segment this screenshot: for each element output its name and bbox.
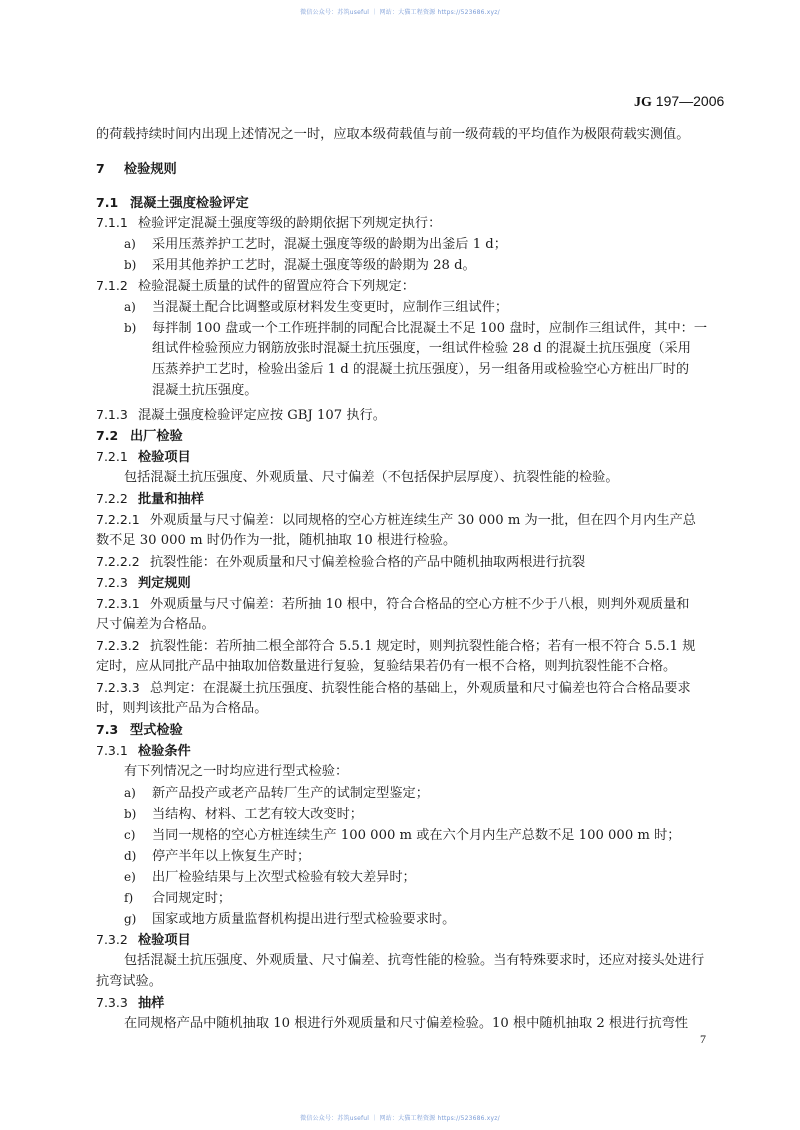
page-number: 7	[700, 1032, 706, 1046]
clause-7-2-3-3	[96, 679, 691, 698]
list-text: 合同规定时；	[152, 891, 232, 906]
clause-7-1-3	[96, 406, 386, 425]
clause-title: 判定规则	[138, 576, 191, 591]
list-tag: b)	[124, 258, 137, 272]
clause-number: 7.1.3	[96, 407, 128, 422]
clause-text: 抗裂性能：在外观质量和尺寸偏差检验合格的产品中随机抽取两根进行抗裂	[150, 555, 586, 570]
section-number: 7.3	[96, 722, 119, 737]
list-item	[124, 847, 310, 866]
clause-number: 7.2.3	[96, 575, 128, 590]
clause-number: 7.2.2.1	[96, 512, 140, 527]
clause-7-3-1	[96, 742, 191, 761]
list-text: 停产半年以上恢复生产时；	[152, 849, 311, 864]
list-item	[124, 805, 363, 824]
clause-number: 7.2.1	[96, 449, 128, 464]
section-number: 7	[96, 161, 105, 176]
list-tag: a)	[124, 237, 136, 251]
list-item	[124, 319, 707, 338]
list-item	[124, 298, 508, 317]
list-tag: b)	[124, 807, 137, 821]
clause-title: 检验项目	[138, 933, 191, 948]
list-text: 采用其他养护工艺时，混凝土强度等级的龄期为 28 d。	[152, 258, 476, 273]
list-text: 每拌制 100 盘或一个工作班拌制的同配合比混凝土不足 100 盘时，应制作三组试件，其中：一	[152, 321, 708, 336]
list-item	[124, 235, 507, 254]
clause-number: 7.3.1	[96, 743, 128, 758]
clause-text: 外观质量与尺寸偏差：以同规格的空心方桩连续生产 30 000 m 为一批，但在四个月内生产总	[150, 513, 696, 528]
clause-7-3-2	[96, 931, 191, 950]
clause-7-2-3-2	[96, 637, 695, 656]
list-tag: e)	[124, 870, 136, 884]
clause-7-2-3-1	[96, 595, 689, 614]
list-item	[124, 910, 455, 929]
clause-text: 检验评定混凝土强度等级的龄期依据下列规定执行：	[138, 216, 442, 231]
clause-title: 检验条件	[138, 744, 191, 759]
list-tag: a)	[124, 300, 136, 314]
standard-prefix: JG	[634, 95, 652, 110]
clause-text: 检验混凝土质量的试件的留置应符合下列规定：	[138, 279, 415, 294]
list-text: 当结构、材料、工艺有较大改变时；	[152, 807, 363, 822]
clause-7-2-2-2	[96, 553, 585, 572]
clause-body: 包括混凝土抗压强度、外观质量、尺寸偏差、抗弯性能的检验。当有特殊要求时，还应对接头处进行	[124, 953, 705, 968]
list-text: 采用压蒸养护工艺时，混凝土强度等级的龄期为出釜后 1 d；	[152, 237, 507, 252]
list-item-continuation: 组试件检验预应力钢筋放张时混凝土抗压强度，一组试件检验 28 d 的混凝土抗压强度（采用	[152, 341, 691, 356]
clause-continuation: 时，则判该批产品为合格品。	[96, 701, 268, 716]
heading-7-3	[96, 721, 183, 740]
clause-text: 总判定：在混凝土抗压强度、抗裂性能合格的基础上，外观质量和尺寸偏差也符合合格品要求	[150, 681, 691, 696]
list-item-continuation: 混凝土抗压强度。	[152, 383, 258, 398]
clause-7-2-2	[96, 490, 204, 509]
list-item	[124, 868, 416, 887]
heading-7-1	[96, 194, 249, 213]
clause-number: 7.2.3.1	[96, 596, 140, 611]
list-item-continuation: 压蒸养护工艺时，检验出釜后 1 d 的混凝土抗压强度），另一组备用或检验空心方桩出厂时的	[152, 362, 690, 377]
list-text: 新产品投产或老产品转厂生产的试制定型鉴定；	[152, 786, 429, 801]
clause-body: 在同规格产品中随机抽取 10 根进行外观质量和尺寸偏差检验。10 根中随机抽取 2 根进行抗弯性	[124, 1016, 689, 1031]
heading-7	[96, 160, 177, 179]
clause-number: 7.3.3	[96, 995, 128, 1010]
clause-text: 外观质量与尺寸偏差：若所抽 10 根中，符合合格品的空心方桩不少于八根，则判外观质量和	[150, 597, 690, 612]
clause-number: 7.2.3.2	[96, 638, 140, 653]
list-item	[124, 826, 680, 845]
section-number: 7.2	[96, 428, 119, 443]
standard-code	[634, 93, 724, 111]
list-item	[124, 889, 231, 908]
clause-number: 7.3.2	[96, 932, 128, 947]
list-text: 国家或地方质量监督机构提出进行型式检验要求时。	[152, 912, 456, 927]
clause-number: 7.2.2	[96, 491, 128, 506]
clause-continuation: 抗弯试验。	[96, 974, 162, 989]
clause-number: 7.1.2	[96, 278, 128, 293]
clause-number: 7.1.1	[96, 215, 128, 230]
section-title: 出厂检验	[130, 429, 183, 444]
clause-continuation: 数不足 30 000 m 时仍作为一批，随机抽取 10 根进行检验。	[96, 533, 457, 548]
list-text: 当同一规格的空心方桩连续生产 100 000 m 或在六个月内生产总数不足 100 000 m 时；	[152, 828, 681, 843]
paragraph-intro: 的荷载持续时间内出现上述情况之一时，应取本级荷载值与前一级荷载的平均值作为极限荷载实测值。	[96, 127, 690, 142]
section-title: 型式检验	[130, 723, 183, 738]
list-text: 当混凝土配合比调整或原材料发生变更时，应制作三组试件；	[152, 300, 509, 315]
clause-title: 抽样	[138, 996, 165, 1011]
clause-7-2-3	[96, 574, 191, 593]
section-title: 检验规则	[124, 162, 177, 177]
clause-7-1-1	[96, 214, 441, 233]
heading-7-2	[96, 427, 183, 446]
list-tag: f)	[124, 891, 134, 905]
standard-number: 197—2006	[651, 93, 725, 109]
clause-7-3-3	[96, 994, 164, 1013]
clause-body: 包括混凝土抗压强度、外观质量、尺寸偏差（不包括保护层厚度）、抗裂性能的检验。	[124, 470, 619, 485]
list-item	[124, 256, 476, 275]
list-tag: b)	[124, 321, 137, 335]
section-title: 混凝土强度检验评定	[130, 196, 249, 211]
clause-text: 抗裂性能：若所抽二根全部符合 5.5.1 规定时，则判抗裂性能合格；若有一根不符合 5.5.1 规	[150, 639, 696, 654]
clause-7-2-1	[96, 448, 191, 467]
clause-body: 有下列情况之一时均应进行型式检验：	[124, 764, 349, 779]
list-tag: a)	[124, 786, 136, 800]
list-item	[124, 784, 429, 803]
clause-number: 7.2.3.3	[96, 680, 140, 695]
section-number: 7.1	[96, 195, 119, 210]
clause-number: 7.2.2.2	[96, 554, 140, 569]
clause-7-1-2	[96, 277, 415, 296]
clause-7-2-2-1	[96, 511, 696, 530]
clause-text: 混凝土强度检验评定应按 GBJ 107 执行。	[138, 408, 386, 423]
clause-title: 检验项目	[138, 450, 191, 465]
list-text: 出厂检验结果与上次型式检验有较大差异时；	[152, 870, 416, 885]
watermark-bottom: 微信公众号：苏筑useful ｜ 网站：大猫工程资源 https://523686.xyz/	[300, 1115, 500, 1122]
list-tag: g)	[124, 912, 137, 926]
clause-continuation: 定时，应从同批产品中抽取加倍数量进行复验，复验结果若仍有一根不合格，则判抗裂性能不合格。	[96, 659, 677, 674]
clause-continuation: 尺寸偏差为合格品。	[96, 617, 215, 632]
watermark-top: 微信公众号：苏筑useful ｜ 网站：大猫工程资源 https://523686.xyz/	[300, 9, 500, 16]
clause-title: 批量和抽样	[138, 492, 204, 507]
list-tag: d)	[124, 849, 137, 863]
list-tag: c)	[124, 828, 136, 842]
